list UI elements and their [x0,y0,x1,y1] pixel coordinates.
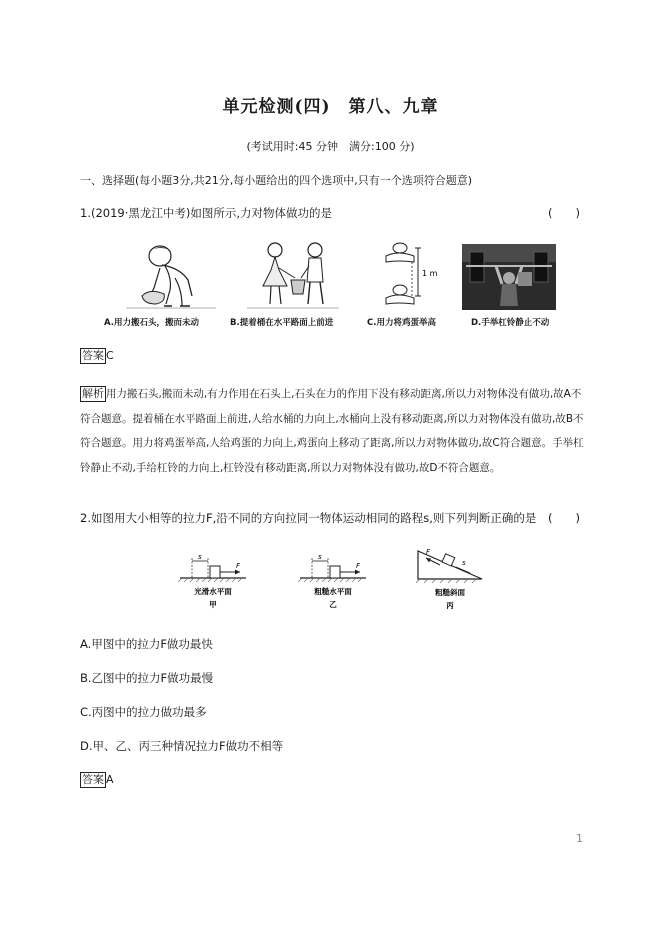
question-2-answer-blank: ( ) [548,511,580,525]
caption-b: B.提着桶在水平路面上前进 [230,318,334,328]
diagram-rough-incline [412,545,488,615]
page-number: 1 [576,832,583,845]
page-title: 单元检测(四) 第八、九章 [222,97,439,117]
person-lifting-stone-image [120,238,220,312]
svg-text:F: F [356,562,361,570]
answer-value: C [106,349,114,362]
diagram-rough-horizontal [298,552,368,614]
weightlifter-photo [462,244,556,310]
analysis-tag: 解析 [82,387,104,400]
question-1-stem: 1.(2019·黑龙江中考)如图所示,力对物体做功的是 [80,206,333,220]
svg-text:s: s [318,553,322,561]
question-1-analysis [80,382,585,480]
caption-c: C.用力将鸡蛋举高 [367,318,436,328]
hand-lifting-egg-image [378,238,448,312]
svg-text:F: F [236,562,241,570]
answer-tag: 答案 [82,349,104,362]
question-1-answer [80,348,114,364]
people-carrying-bucket-image [243,238,343,312]
svg-text:甲: 甲 [209,600,217,609]
option-b: B.乙图中的拉力F做功最慢 [80,671,214,685]
answer-tag: 答案 [82,773,104,786]
svg-text:丙: 丙 [446,601,454,610]
height-label: 1 m [422,269,438,278]
caption-a: A.用力搬石头，搬而未动 [104,318,199,328]
svg-text:s: s [462,559,466,567]
exam-info: (考试用时:45 分钟 满分:100 分) [246,140,415,153]
svg-text:粗糙斜面: 粗糙斜面 [435,588,465,597]
diagram-smooth-horizontal [178,552,248,614]
svg-text:乙: 乙 [329,600,337,609]
caption-d: D.手举杠铃静止不动 [471,318,550,328]
section-heading: 一、选择题(每小题3分,共21分,每小题给出的四个选项中,只有一个选项符合题意) [80,174,473,187]
question-1-answer-blank: ( ) [548,206,580,220]
question-2-answer [80,772,114,788]
option-d: D.甲、乙、丙三种情况拉力F做功不相等 [80,739,284,753]
svg-text:粗糙水平面: 粗糙水平面 [314,587,352,596]
svg-text:s: s [198,553,202,561]
svg-text:F: F [426,548,431,556]
analysis-text: 用力搬石头,搬而未动,有力作用在石头上,石头在力的作用下没有移动距离,所以力对物体没有做功,故A不符合题意。提着桶在水平路面上前进,人给水桶的力向上,水桶向上没有移动距离,所以力对物体没有做功,故B不符合题意。用力将鸡蛋举高,人给鸡蛋的力向上,鸡蛋向上移动了距离,所以力对物体做功,故C符合题意。手举杠铃静止不动,手给杠铃的力向上,杠铃没有移动距离,所以力对物体没有做功,故D不符合题意。 [80,388,584,474]
question-2-stem: 2.如图用大小相等的拉力F,沿不同的方向拉同一物体运动相同的路程s,则下列判断正确的是 [80,511,537,525]
option-a: A.甲图中的拉力F做功最快 [80,637,213,651]
svg-text:光滑水平面: 光滑水平面 [194,587,232,596]
answer-value: A [106,773,114,786]
option-c: C.丙图中的拉力做功最多 [80,705,207,719]
